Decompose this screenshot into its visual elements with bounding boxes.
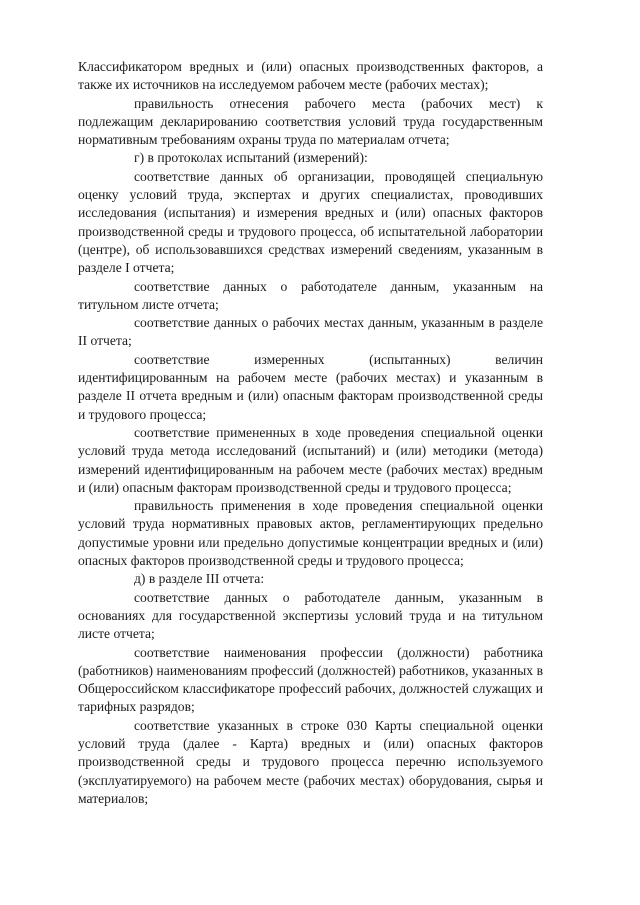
paragraph-organization-data: соответствие данных об организации, проводящей специальную оценку условий труда, экспертах и других специалистах, проводивших исследования (испытания) и измерения вредных и (или) опасных факторов производственной среды и трудового процесса, об испытательной лаборатории (центре), об использовавшихся средствах измерений сведениям, указанным в разделе I отчета; [78, 168, 543, 276]
paragraph-profession-names: соответствие наименования профессии (должности) работника (работников) наименованиям профессий (должностей) работников, указанных в Общероссийском классификаторе профессий рабочих, должностей служащих и тарифных разрядов; [78, 644, 543, 715]
paragraph-item-g-heading: г) в протоколах испытаний (измерений): [134, 150, 368, 166]
paragraph-workplace-data: соответствие данных о рабочих местах данным, указанным в разделе II отчета; [78, 315, 543, 349]
paragraph-methods-applied: соответствие примененных в ходе проведения специальной оценки условий труда метода исследований (испытаний) и (или) методики (метода) измерений идентифицированным на рабочем месте (рабочих местах) вредным и (или) опасным факторам производственной среды и трудового процесса; [78, 424, 543, 495]
paragraph-employer-grounds: соответствие данных о работодателе данным, указанным в основаниях для государственной экспертизы условий труда и на титульном листе отчета; [78, 589, 543, 642]
paragraph-item-d-heading: д) в разделе III отчета: [134, 571, 265, 587]
paragraph-measured-values: соответствие измеренных (испытанных) величин идентифицированным на рабочем месте (рабочих местах) и указанным в разделе II отчета вредным и (или) опасным факторам производственной среды и трудового процесса; [78, 351, 543, 422]
paragraph-card-line-030: соответствие указанных в строке 030 Карты специальной оценки условий труда (далее - Карта) вредных и (или) опасных факторов производственной среды и трудового процесса перечню используемого (эксплуатируемого) на рабочем месте (рабочих местах) оборудования, сырья и материалов; [78, 717, 543, 806]
paragraph-declaration-correctness: правильность отнесения рабочего места (рабочих мест) к подлежащим декларированию соответствия условий труда государственным нормативным требованиям охраны труда по материалам отчета; [78, 95, 543, 148]
paragraph-employer-data: соответствие данных о работодателе данным, указанным на титульном листе отчета; [78, 278, 543, 312]
paragraph-normative-acts: правильность применения в ходе проведения специальной оценки условий труда нормативных правовых актов, регламентирующих предельно допустимые уровни или предельно допустимые концентрации вредных и (или) опасных факторов производственной среды и трудового процесса; [78, 498, 543, 569]
paragraph-continuation: Классификатором вредных и (или) опасных производственных факторов, а также их источников на исследуемом рабочем месте (рабочих местах); [78, 59, 543, 93]
document-page [78, 58, 543, 808]
